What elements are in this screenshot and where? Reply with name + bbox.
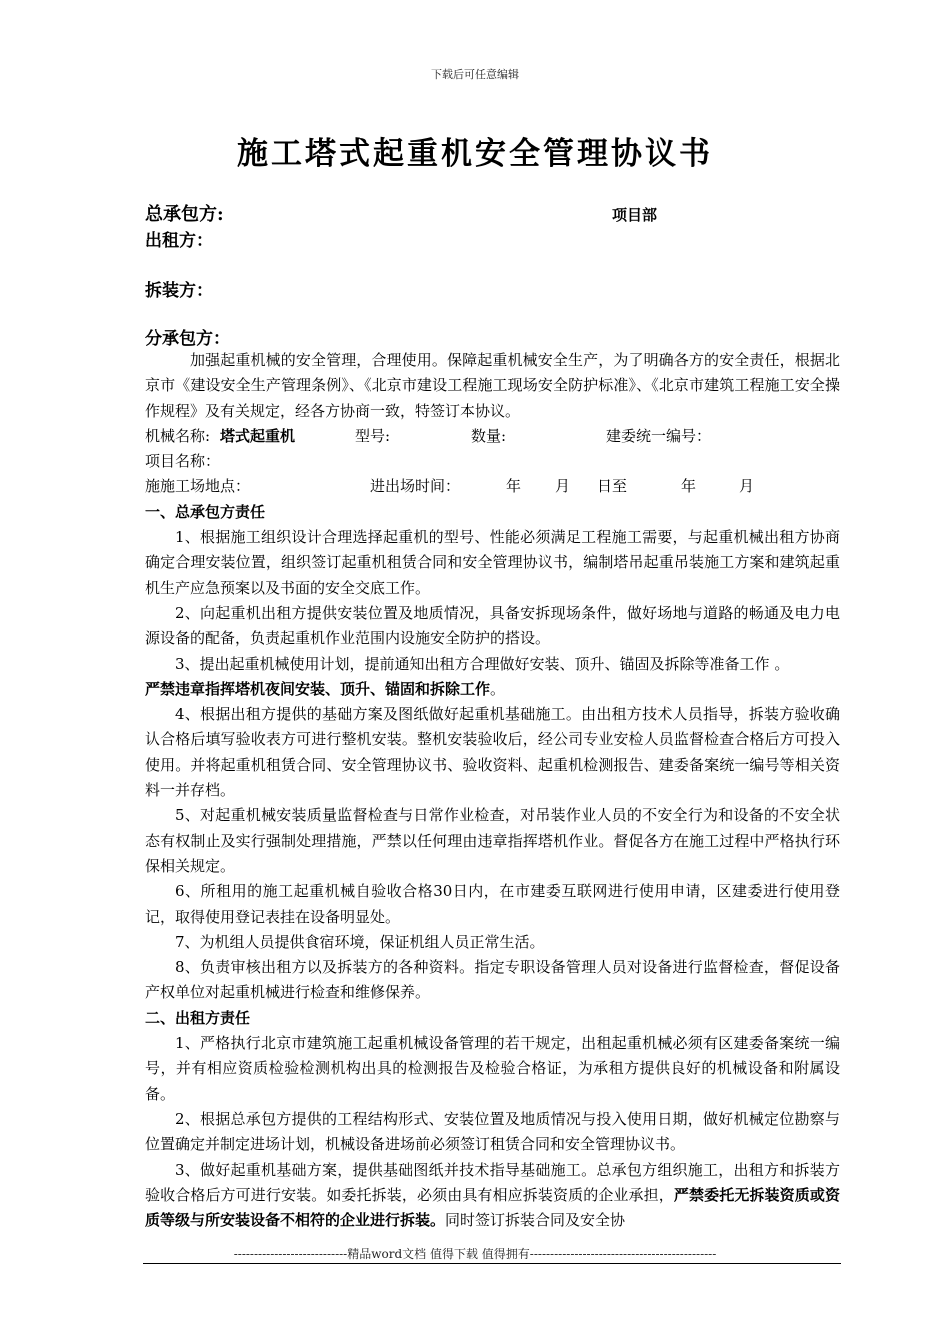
section1-item-5: 5、对起重机械安装质量监督检查与日常作业检查，对吊装作业人员的不安全行为和设备的不安全状态有权制止及实行强制处理措施，严禁以任何理由违章指挥塔机作业。督促各方在施工过程中严格执行环保相关规定。 xyxy=(145,806,840,875)
subcontractor-label: 分承包方： xyxy=(145,329,230,349)
section2-item-3-text: 3、做好起重机基础方案，提供基础图纸并技术指导基础施工。总承包方组织施工，出租方和拆装方验收合格后方可进行安装。如委托拆装，必须由具有相应拆装资质的企业承担， xyxy=(145,1160,840,1204)
site-period-row xyxy=(145,474,840,499)
section2-item-2: 2、根据总承包方提供的工程结构形式、安装位置及地质情况与投入使用日期，做好机械定位勘察与位置确定并制定进场计划，机械设备进场前必须签订租赁合同和安全管理协议书。 xyxy=(145,1109,840,1154)
period-month-1: 月 xyxy=(555,477,571,496)
footer-divider xyxy=(143,1263,841,1264)
section1-heading: 一、总承包方责任 xyxy=(145,502,266,521)
period-year-1: 年 xyxy=(506,477,522,496)
night-work-ban-end: 。 xyxy=(490,679,506,698)
period-month-2: 月 xyxy=(739,477,755,496)
general-contractor-label: 总承包方: xyxy=(145,204,224,225)
section1-item-8: 8、负责审核出租方以及拆装方的各种资料。指定专职设备管理人员对设备进行监督检查，督促设备产权单位对起重机械进行检查和维修保养。 xyxy=(145,958,840,1002)
quantity-label: 数量: xyxy=(471,426,507,445)
section1-item-1: 1、根据施工组织设计合理选择起重机的型号、性能必须满足工程施工需要，与起重机械出租方协商确定合理安装位置，组织签订起重机租赁合同和安全管理协议书，编制塔吊起重吊装施工方案和建筑起重机生产应急预案以及书面的安全交底工作。 xyxy=(145,528,840,597)
document-title: 施工塔式起重机安全管理协议书 xyxy=(237,136,713,172)
unqualified-installer-ban-text: 严禁委托无拆装资质或资质等级与所安装设备不相符的企业进行拆装。 xyxy=(145,1185,840,1230)
machine-name-label: 机械名称: xyxy=(145,426,211,445)
registration-number-label: 建委统一编号： xyxy=(606,426,712,445)
section2-heading: 二、出租方责任 xyxy=(145,1008,251,1027)
site-location-label: 施施工场地点： xyxy=(145,477,251,496)
machine-info-row xyxy=(145,424,840,449)
section2-item-1: 1、严格执行北京市建筑施工起重机械设备管理的若干规定，出租起重机械必须有区建委备案统一编号，并有相应资质检验检测机构出具的检测报告及检验合格证，为承租方提供良好的机械设备和附属设备。 xyxy=(145,1034,840,1103)
section1-item-3-warning xyxy=(145,677,840,702)
section1-item-7: 7、为机组人员提供食宿环境，保证机组人员正常生活。 xyxy=(175,932,545,951)
section1-item-4: 4、根据出租方提供的基础方案及图纸做好起重机基础施工。由出租方技术人员指导，拆装方验收确认合格后填写验收表方可进行整机安装。整机安装验收后，经公司专业安检人员监督检查合格后方可投入使用。并将起重机租赁合同、安全管理协议书、验收资料、起重机检测报告、建委备案统一编号等相关资料一并存档。 xyxy=(145,705,840,800)
project-name-row xyxy=(145,449,840,474)
section2-item-3-continued: 同时签订拆装合同及安全协 xyxy=(445,1211,626,1230)
section1-item-3: 3、提出起重机械使用计划，提前通知出租方合理做好安装、顶升、锚固及拆除等准备工作 。 xyxy=(175,654,790,673)
machine-name-value: 塔式起重机 xyxy=(220,426,296,445)
section2-item-3 xyxy=(145,1158,840,1234)
lessor-label: 出租方： xyxy=(145,231,213,251)
period-day-to: 日至 xyxy=(597,477,628,496)
project-dept-label: 项目部 xyxy=(612,206,658,224)
model-label: 型号: xyxy=(355,426,391,445)
section1-item-2: 2、向起重机出租方提供安装位置及地质情况，具备安拆现场条件，做好场地与道路的畅通及电力电源设备的配备，负责起重机作业范围内设施安全防护的搭设。 xyxy=(145,603,840,648)
period-year-2: 年 xyxy=(681,477,697,496)
installer-label: 拆装方： xyxy=(145,281,213,301)
footer-text: ----------------------------精品word文档 值得下载 值得拥有---------------------------------------------- xyxy=(233,1247,717,1261)
project-name-label: 项目名称： xyxy=(145,452,221,471)
intro-paragraph: 加强起重机械的安全管理，合理使用。保障起重机械安全生产，为了明确各方的安全责任，根据北京市《建设安全生产管理条例》、《北京市建设工程施工现场安全防护标准》、《北京市建筑工程施工安全操作规程》及有关规定，经各方协商一致，特签订本协议。 xyxy=(145,351,840,420)
section1-item-6: 6、所租用的施工起重机械自验收合格30日内，在市建委互联网进行使用申请，区建委进行使用登记，取得使用登记表挂在设备明显处。 xyxy=(145,882,840,926)
night-work-ban-text: 严禁违章指挥塔机夜间安装、顶升、锚固和拆除工作 xyxy=(145,679,491,698)
agreement-body xyxy=(145,348,840,1233)
header-note: 下载后可任意编辑 xyxy=(431,68,519,81)
entry-exit-period-label: 进出场时间： xyxy=(370,477,461,496)
